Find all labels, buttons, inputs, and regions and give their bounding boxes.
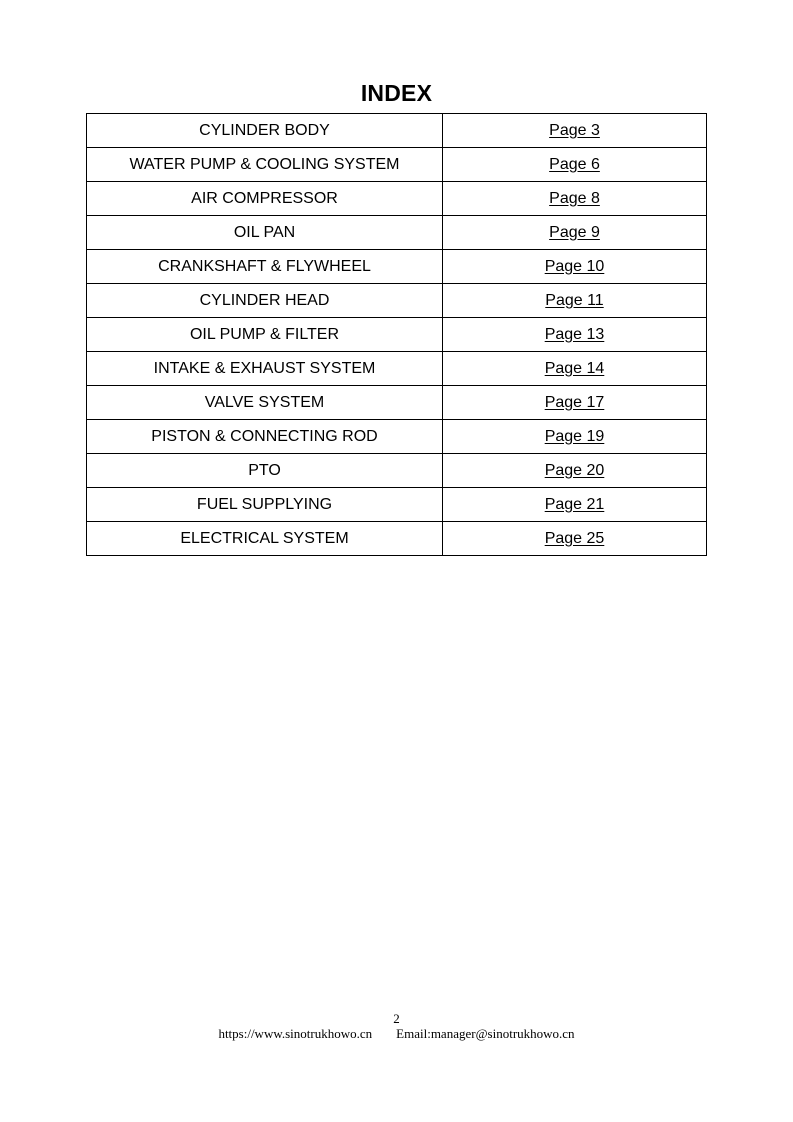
- page-link[interactable]: Page 10: [544, 257, 605, 275]
- table-row: [87, 148, 707, 182]
- website-link[interactable]: https://www.sinotrukhowo.cn: [218, 1026, 373, 1041]
- section-name: CYLINDER HEAD: [87, 284, 443, 318]
- section-name: OIL PUMP & FILTER: [87, 318, 443, 352]
- index-table: [86, 113, 707, 556]
- page-link[interactable]: Page 8: [549, 189, 600, 207]
- page-number: 2: [393, 1011, 400, 1026]
- section-name: ELECTRICAL SYSTEM: [87, 522, 443, 556]
- table-row: [87, 454, 707, 488]
- page-link[interactable]: Page 21: [544, 495, 605, 513]
- section-name: CYLINDER BODY: [87, 114, 443, 148]
- footer-contact: [0, 1026, 793, 1041]
- page-link[interactable]: Page 25: [544, 529, 605, 547]
- table-row: [87, 420, 707, 454]
- table-row: [87, 114, 707, 148]
- table-row: [87, 318, 707, 352]
- table-row: [87, 488, 707, 522]
- page-link[interactable]: Page 9: [549, 223, 600, 241]
- table-row: [87, 182, 707, 216]
- page-link[interactable]: Page 13: [544, 325, 605, 343]
- section-name: PISTON & CONNECTING ROD: [87, 420, 443, 454]
- page-link[interactable]: Page 17: [544, 393, 605, 411]
- email-link[interactable]: Email:manager@sinotrukhowo.cn: [396, 1026, 575, 1041]
- section-name: INTAKE & EXHAUST SYSTEM: [87, 352, 443, 386]
- section-name: PTO: [87, 454, 443, 488]
- table-row: [87, 522, 707, 556]
- section-name: OIL PAN: [87, 216, 443, 250]
- page-link[interactable]: Page 3: [549, 121, 600, 139]
- table-row: [87, 284, 707, 318]
- section-name: WATER PUMP & COOLING SYSTEM: [87, 148, 443, 182]
- section-name: CRANKSHAFT & FLYWHEEL: [87, 250, 443, 284]
- table-row: [87, 386, 707, 420]
- table-row: [87, 352, 707, 386]
- section-name: FUEL SUPPLYING: [87, 488, 443, 522]
- page-link[interactable]: Page 14: [544, 359, 605, 377]
- section-name: AIR COMPRESSOR: [87, 182, 443, 216]
- table-row: [87, 216, 707, 250]
- page-link[interactable]: Page 19: [544, 427, 605, 445]
- page-link[interactable]: Page 11: [545, 291, 604, 309]
- table-row: [87, 250, 707, 284]
- section-name: VALVE SYSTEM: [87, 386, 443, 420]
- page-title: INDEX: [360, 80, 433, 106]
- page-link[interactable]: Page 20: [544, 461, 605, 479]
- page-link[interactable]: Page 6: [549, 155, 600, 173]
